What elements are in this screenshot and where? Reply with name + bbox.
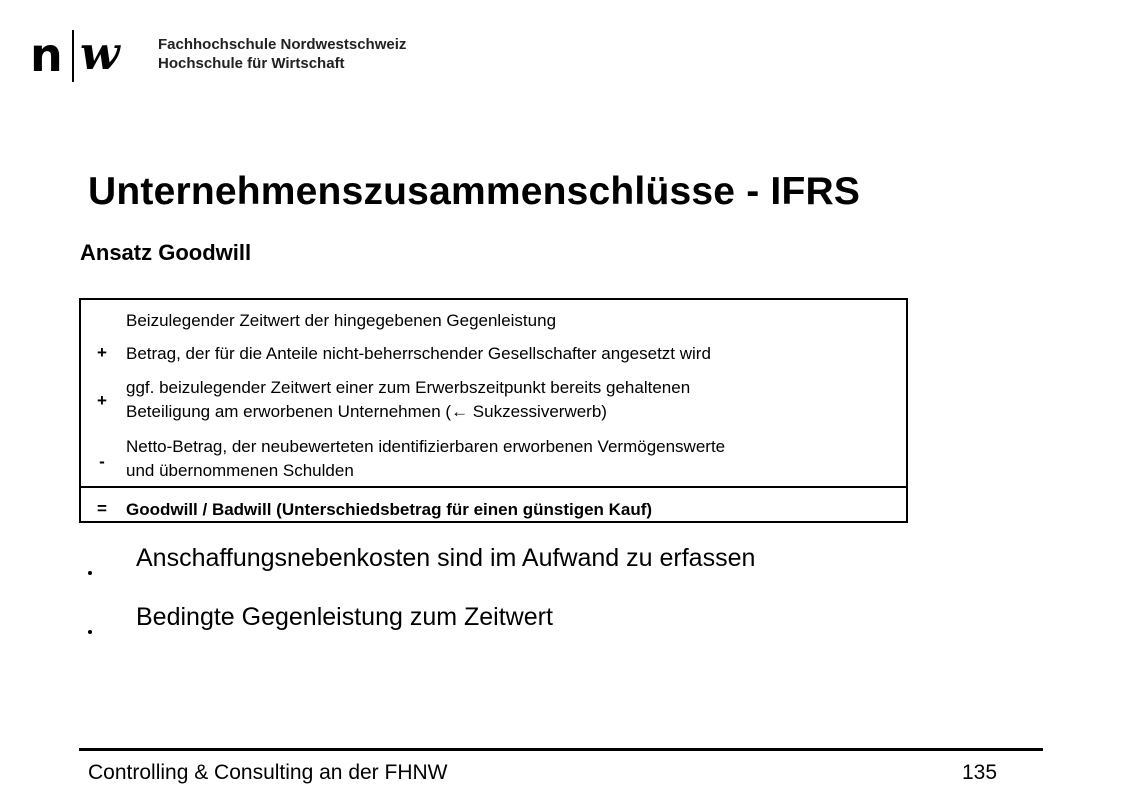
row-operator: + [97,343,107,362]
table-row [81,341,906,367]
bullet-item: Anschaffungsnebenkosten sind im Aufwand zu erfassen [136,544,756,572]
goodwill-calculation-table [79,298,908,523]
org-line-1: Fachhochschule Nordwestschweiz [158,36,407,53]
logo-divider [72,30,74,82]
org-line-2: Hochschule für Wirtschaft [158,55,345,72]
table-divider [81,486,906,488]
result-text: Goodwill / Badwill (Unterschiedsbetrag für einen günstigen Kauf) [126,500,653,519]
row-text: ggf. beizulegender Zeitwert einer zum Erwerbszeitpunkt bereits gehaltenen [126,378,691,397]
row-text: Netto-Betrag, der neubewerteten identifizierbaren erworbenen Vermögenswerte [126,437,726,456]
page-number: 135 [962,761,998,784]
row-operator: + [97,391,107,410]
row-text: Beizulegender Zeitwert der hingegebenen Gegenleistung [126,311,557,330]
table-result-row [81,497,906,523]
logo-letter-n: n [30,28,62,82]
table-row [81,434,906,484]
row-operator: - [99,452,105,471]
footer-text: Controlling & Consulting an der FHNW [88,761,448,784]
table-row [81,375,906,425]
row-text: Beteiligung am erworbenen Unternehmen (← Sukzessiverwerb) [126,402,607,421]
footer-rule [79,748,1043,751]
slide-title: Unternehmenszusammenschlüsse - IFRS [88,170,861,213]
result-operator: = [97,499,107,518]
row-text: und übernommenen Schulden [126,461,354,480]
row-text: Betrag, der für die Anteile nicht-beherrschender Gesellschafter angesetzt wird [126,344,711,363]
bullet-dot [88,630,92,634]
bullet-dot [88,571,92,575]
organization-name [158,35,406,73]
table-row [81,308,906,334]
slide-subtitle: Ansatz Goodwill [80,240,252,265]
bullet-item: Bedingte Gegenleistung zum Zeitwert [136,603,553,631]
logo-letter-w: w [80,26,120,80]
